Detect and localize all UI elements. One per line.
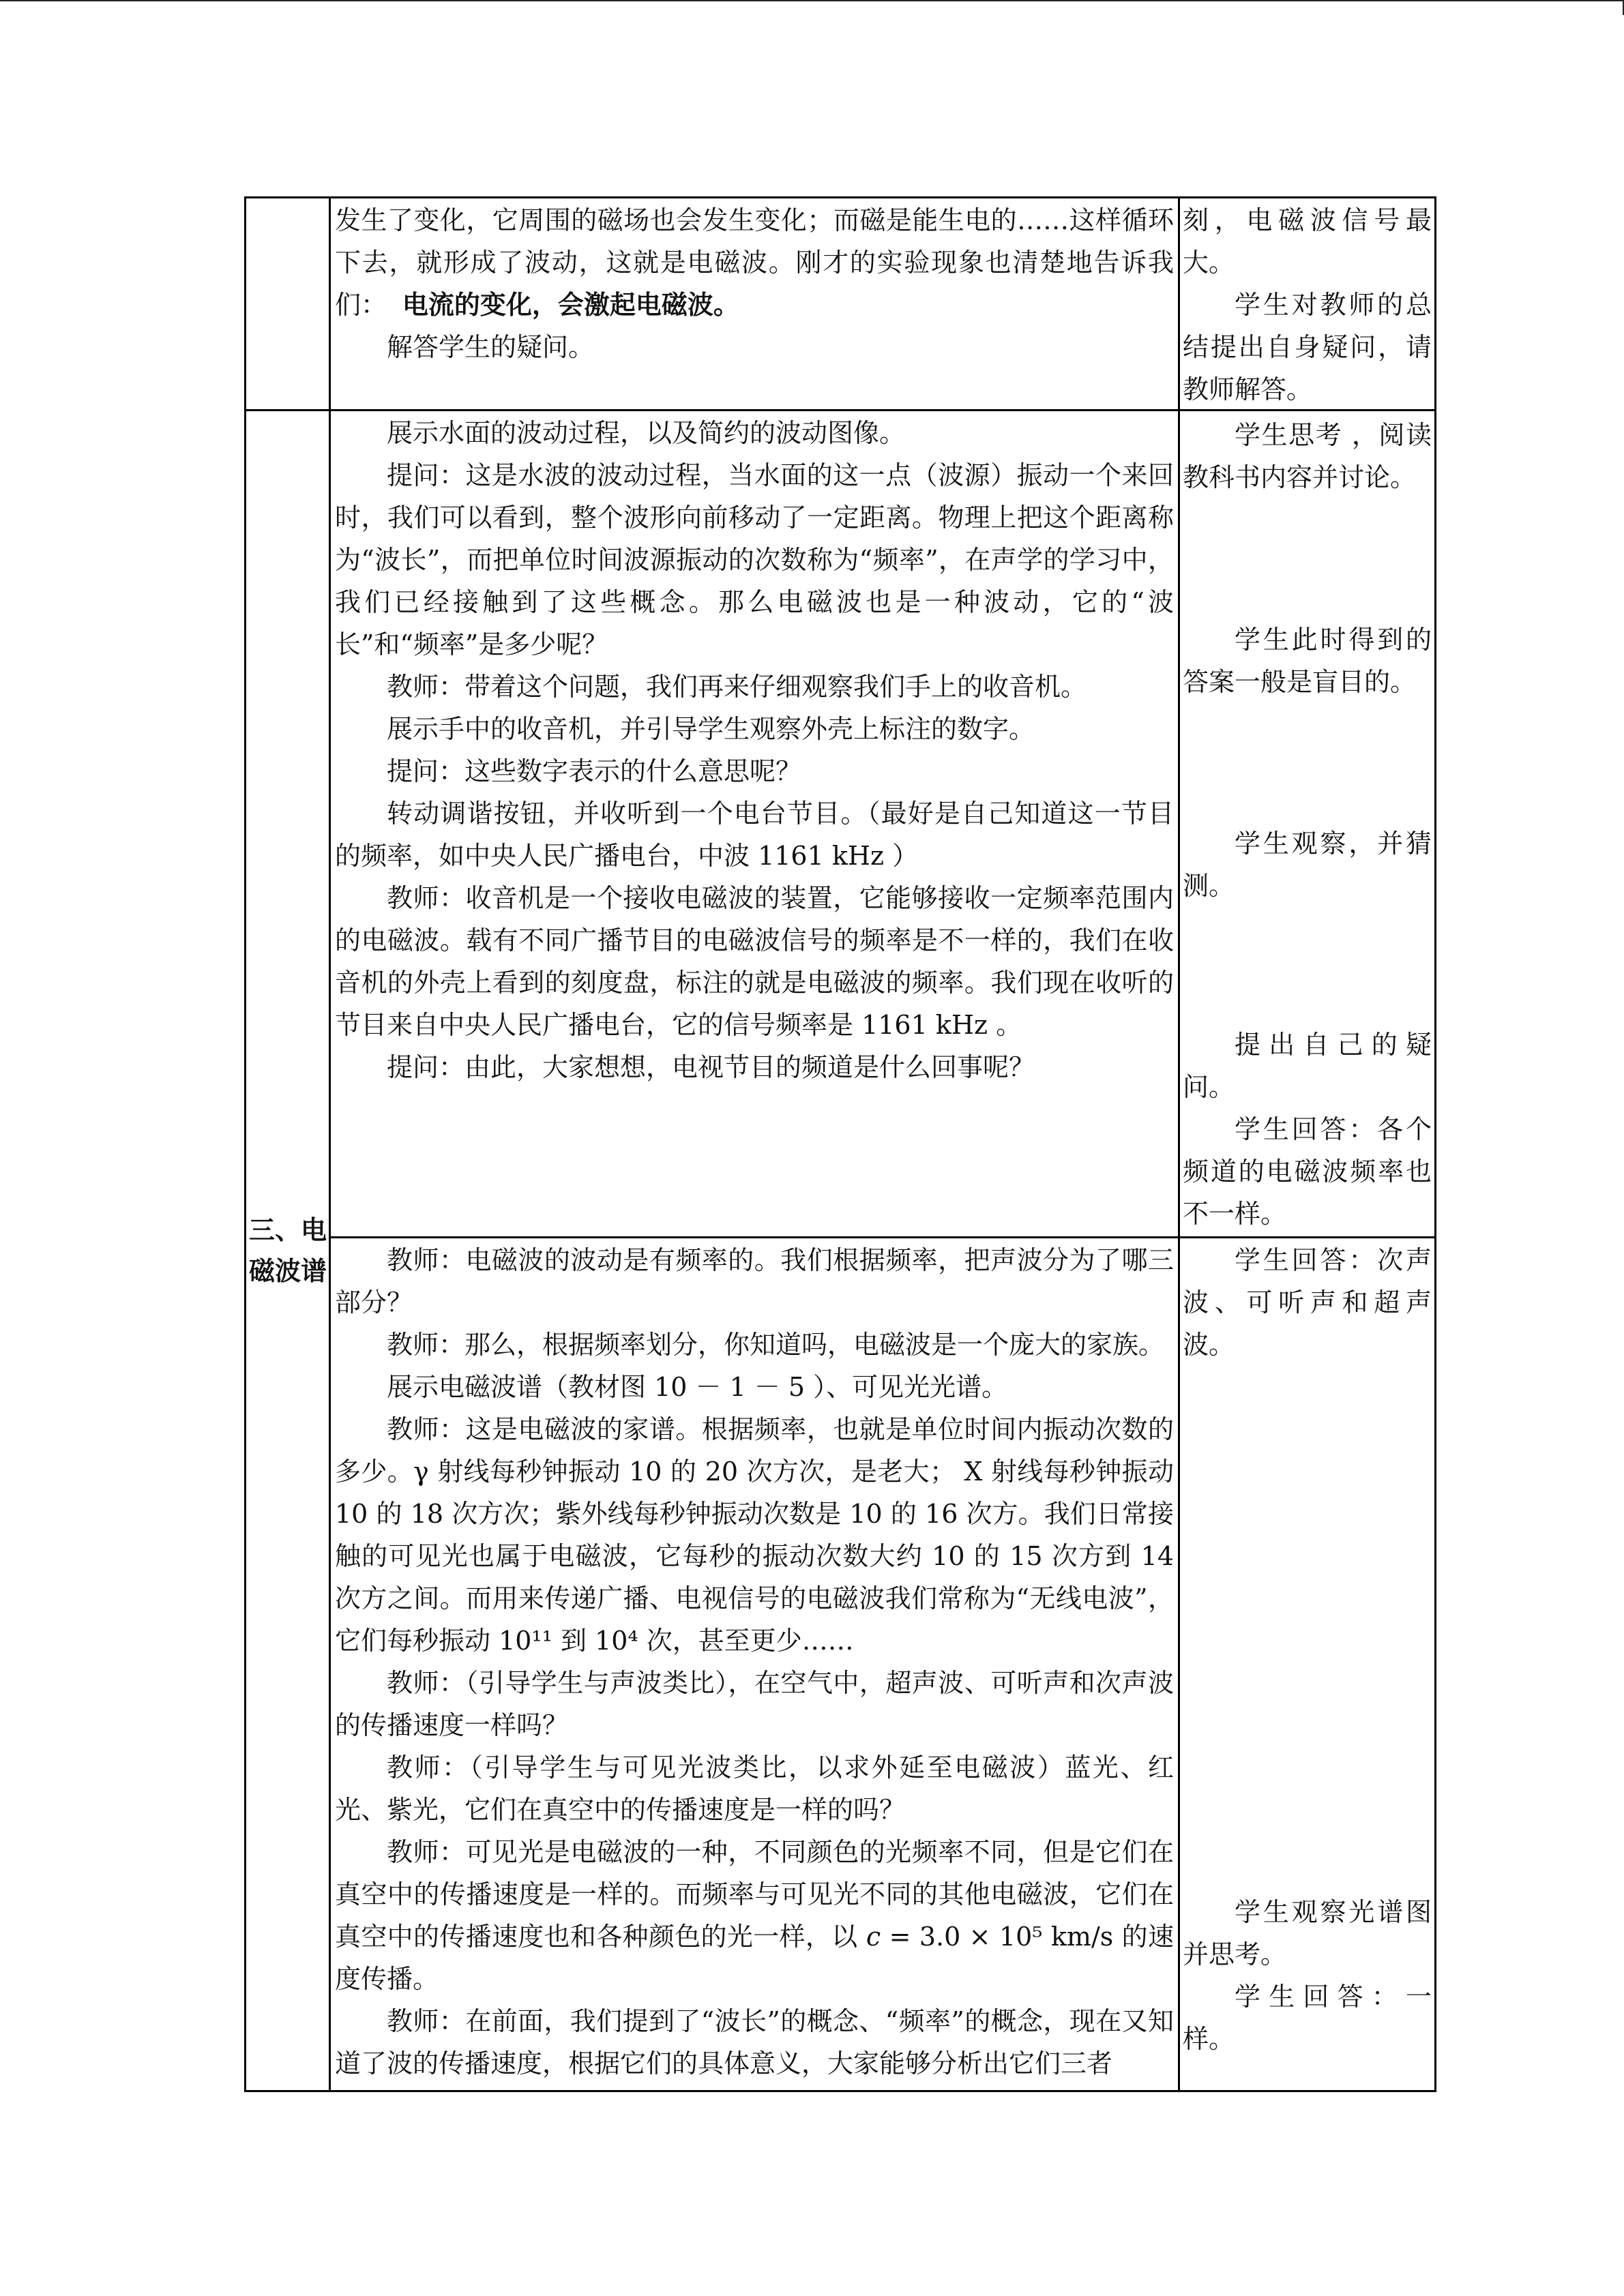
teacher-activity-cell	[331, 411, 1180, 1238]
student-activity-group	[1183, 1024, 1432, 1235]
paragraph-text: 发生了变化，它周围的磁场也会发生变化；而磁是能生电的……这样循环下去，就形成了波动，这就是电磁波。刚才的实验现象也清楚地告诉我们：	[335, 205, 1174, 320]
student-activity: 学生观察，并猜测。	[1183, 829, 1432, 901]
student-activity-group	[1183, 1891, 1432, 2060]
emphasis-text: 电流的变化，会激起电磁波。	[402, 289, 739, 320]
lesson-paragraph: 展示电磁波谱（教材图 10 － 1 － 5 ）、可见光光谱。	[387, 1372, 1008, 1402]
student-activity-cell	[1180, 411, 1434, 1238]
lesson-paragraph: 展示手中的收音机，并引导学生观察外壳上标注的数字。	[387, 714, 1035, 744]
lesson-paragraph: 教师：这是电磁波的家谱。根据频率，也就是单位时间内振动次数的多少。γ 射线每秒钟振动 10 的 20 次方次，是老大； X 射线每秒钟振动 10 的 18 次方次；紫外线每秒钟振动次数是 10 的 16 次方。我们日常接触的可见光也属于电磁波，它每秒的振动次数大约 10 的 15 次方到 14 次方之间。而用来传递广播、电视信号的电磁波我们常称为“无线电波”，它们每秒振动 10¹¹ 到 10⁴ 次，甚至更少……	[335, 1414, 1174, 1656]
lesson-paragraph: 教师：在前面，我们提到了“波长”的概念、“频率”的概念，现在又知道了波的传播速度，根据它们的具体意义，大家能够分析出它们三者	[335, 2006, 1174, 2078]
student-activity-group	[1183, 822, 1432, 907]
section-label-cell-empty	[246, 198, 331, 411]
lesson-paragraph: 转动调谐按钮，并收听到一个电台节目。（最好是自己知道这一节目的频率，如中央人民广播电台，中波 1161 kHz ）	[335, 799, 1174, 871]
lesson-paragraph: 教师：电磁波的波动是有频率的。我们根据频率，把声波分为了哪三部分？	[335, 1245, 1174, 1317]
student-activity-cell	[1180, 1238, 1434, 2090]
section-label-cell	[246, 411, 331, 2090]
lesson-paragraph: 教师：那么，根据频率划分，你知道吗，电磁波是一个庞大的家族。	[387, 1330, 1165, 1360]
page-top-edge-line	[0, 0, 1624, 1]
lesson-paragraph	[335, 1831, 1174, 2000]
student-activity: 学生回答：一样。	[1183, 1982, 1432, 2054]
student-activity: 提出自己的疑问。	[1183, 1030, 1432, 1102]
student-activity: 学生回答：各个频道的电磁波频率也不一样。	[1183, 1114, 1432, 1229]
lesson-paragraph: 提问：这是水波的波动过程，当水面的这一点（波源）振动一个来回时，我们可以看到，整个波形向前移动了一定距离。物理上把这个距离称为“波长”，而把单位时间波源振动的次数称为“频率”，在声学的学习中，我们已经接触到了这些概念。那么电磁波也是一种波动，它的“波长”和“频率”是多少呢？	[335, 460, 1174, 659]
paragraph-text: 教师：可见光是电磁波的一种，不同颜色的光频率不同，但是它们在真空中的传播速度是一样的。而频率与可见光不同的其他电磁波，它们在真空中的传播速度也和各种颜色的光一样，以	[335, 1837, 1174, 1952]
paragraph-text: = 3.0 × 10⁵ km/s 的速度传播。	[335, 1922, 1174, 1994]
lesson-paragraph	[335, 199, 1174, 326]
student-activity-group	[1183, 618, 1432, 703]
lesson-paragraph: 教师：带着这个问题，我们再来仔细观察我们手上的收音机。	[387, 672, 1087, 702]
student-activity: 学生回答：次声波、可听声和超声波。	[1183, 1245, 1432, 1360]
student-activity: 学生此时得到的答案一般是盲目的。	[1183, 625, 1432, 697]
student-activity-group	[1183, 414, 1432, 498]
section-title: 三、电磁波谱	[249, 1214, 327, 1286]
student-activity-group	[1183, 1239, 1432, 1366]
teacher-activity-cell	[331, 198, 1180, 411]
student-activity: 学生思考 ，阅读教科书内容并讨论。	[1183, 420, 1432, 492]
student-activity: 刻，电磁波信号最大。	[1183, 205, 1432, 278]
lesson-paragraph: 教师：（引导学生与声波类比），在空气中，超声波、可听声和次声波的传播速度一样吗？	[335, 1668, 1174, 1740]
student-activity: 学生对教师的总结提出自身疑问，请教师解答。	[1183, 290, 1432, 404]
lesson-paragraph: 教师：收音机是一个接收电磁波的装置，它能够接收一定频率范围内的电磁波。载有不同广播节目的电磁波信号的频率是不一样的，我们在收音机的外壳上看到的刻度盘，标注的就是电磁波的频率。我们现在收听的节目来自中央人民广播电台，它的信号频率是 1161 kHz 。	[335, 883, 1174, 1040]
student-activity: 学生观察光谱图并思考。	[1183, 1897, 1432, 1969]
lesson-plan-table	[244, 196, 1436, 2092]
lesson-paragraph: 提问：这些数字表示的什么意思呢？	[387, 756, 802, 786]
lesson-paragraph: 提问：由此，大家想想，电视节目的频道是什么回事呢？	[387, 1052, 1035, 1082]
student-activity-cell	[1180, 198, 1434, 411]
lesson-paragraph: 教师：（引导学生与可见光波类比，以求外延至电磁波）蓝光、红光、紫光，它们在真空中的传播速度是一样的吗？	[335, 1753, 1174, 1825]
teacher-activity-cell	[331, 1238, 1180, 2090]
speed-of-light-symbol: c	[866, 1922, 881, 1952]
lesson-paragraph: 解答学生的疑问。	[387, 332, 595, 362]
lesson-paragraph: 展示水面的波动过程，以及简约的波动图像。	[387, 418, 906, 448]
